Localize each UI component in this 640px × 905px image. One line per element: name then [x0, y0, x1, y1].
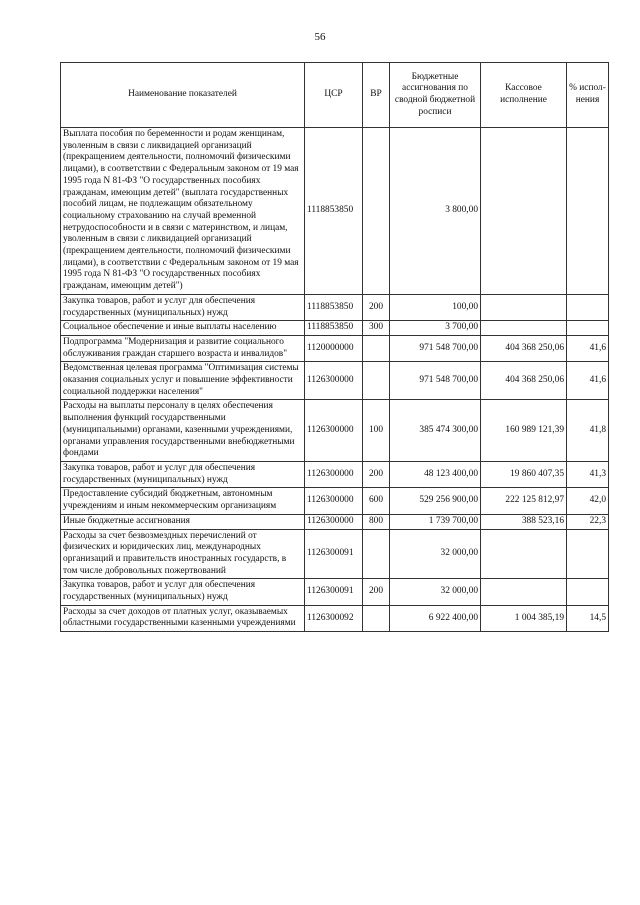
row-budget: 6 922 400,00: [390, 605, 481, 631]
row-budget: 32 000,00: [390, 529, 481, 579]
table-header-row: [61, 63, 609, 128]
table-row: [61, 529, 609, 579]
row-csr: 1126300091: [305, 579, 363, 605]
row-percent: [567, 321, 609, 336]
row-csr: 1126300000: [305, 461, 363, 487]
row-percent: [567, 529, 609, 579]
row-name: Закупка товаров, работ и услуг для обеспечения государственных (муниципальных) нужд: [61, 579, 305, 605]
row-cash: 1 004 385,19: [481, 605, 567, 631]
row-vr: [363, 362, 390, 400]
row-vr: 200: [363, 294, 390, 320]
row-name: Предоставление субсидий бюджетным, автономным учреждениям и иным некоммерческим организациям: [61, 488, 305, 514]
row-budget: 3 700,00: [390, 321, 481, 336]
row-percent: 22,3: [567, 514, 609, 529]
row-name: Закупка товаров, работ и услуг для обеспечения государственных (муниципальных) нужд: [61, 461, 305, 487]
header-cash: Кассовое исполнение: [481, 63, 567, 128]
budget-execution-table: [60, 62, 609, 632]
row-vr: [363, 529, 390, 579]
row-csr: 1126300091: [305, 529, 363, 579]
row-vr: 200: [363, 579, 390, 605]
row-csr: 1118853850: [305, 321, 363, 336]
row-vr: 200: [363, 461, 390, 487]
page-number: 56: [314, 31, 326, 43]
row-percent: 41,6: [567, 362, 609, 400]
row-budget: 3 800,00: [390, 128, 481, 295]
header-name: Наименование показателей: [61, 63, 305, 128]
row-vr: [363, 128, 390, 295]
row-csr: 1120000000: [305, 335, 363, 361]
row-name: Закупка товаров, работ и услуг для обеспечения государственных (муниципальных) нужд: [61, 294, 305, 320]
table-row: [61, 605, 609, 631]
row-name: Расходы за счет доходов от платных услуг, оказываемых областными государственными казенными учреждениями: [61, 605, 305, 631]
row-vr: 800: [363, 514, 390, 529]
row-cash: 404 368 250,06: [481, 335, 567, 361]
row-name: Иные бюджетные ассигнования: [61, 514, 305, 529]
row-csr: 1126300000: [305, 362, 363, 400]
row-vr: [363, 335, 390, 361]
row-cash: 19 860 407,35: [481, 461, 567, 487]
row-percent: [567, 579, 609, 605]
table-row: [61, 335, 609, 361]
row-cash: [481, 321, 567, 336]
header-csr: ЦСР: [305, 63, 363, 128]
row-percent: [567, 294, 609, 320]
header-budget: Бюджетные ассигнования по сводной бюджетной росписи: [390, 63, 481, 128]
row-budget: 1 739 700,00: [390, 514, 481, 529]
row-budget: 971 548 700,00: [390, 362, 481, 400]
row-cash: 388 523,16: [481, 514, 567, 529]
header-percent: % испол-нения: [567, 63, 609, 128]
table-row: [61, 321, 609, 336]
row-percent: 41,8: [567, 400, 609, 462]
row-cash: [481, 529, 567, 579]
row-cash: [481, 128, 567, 295]
row-percent: 14,5: [567, 605, 609, 631]
row-budget: 385 474 300,00: [390, 400, 481, 462]
row-vr: 300: [363, 321, 390, 336]
row-name: Ведомственная целевая программа "Оптимизация системы оказания социальных услуг и повышение эффективности социальной поддержки населения": [61, 362, 305, 400]
row-percent: 42,0: [567, 488, 609, 514]
row-budget: 529 256 900,00: [390, 488, 481, 514]
row-vr: 100: [363, 400, 390, 462]
table-row: [61, 579, 609, 605]
row-csr: 1118853850: [305, 128, 363, 295]
row-csr: 1118853850: [305, 294, 363, 320]
table-row: [61, 514, 609, 529]
row-csr: 1126300000: [305, 400, 363, 462]
table-row: [61, 400, 609, 462]
row-cash: 160 989 121,39: [481, 400, 567, 462]
row-name: Подпрограмма "Модернизация и развитие социального обслуживания граждан старшего возраста и инвалидов": [61, 335, 305, 361]
row-cash: [481, 579, 567, 605]
row-budget: 100,00: [390, 294, 481, 320]
table-row: [61, 461, 609, 487]
row-csr: 1126300000: [305, 488, 363, 514]
row-name: Расходы на выплаты персоналу в целях обеспечения выполнения функций государственными (муниципальными) органами, казенными учреждениями, органами управления государственными внебюджетными фондами: [61, 400, 305, 462]
row-percent: 41,6: [567, 335, 609, 361]
row-budget: 971 548 700,00: [390, 335, 481, 361]
header-vr: ВР: [363, 63, 390, 128]
table-row: [61, 128, 609, 295]
row-percent: [567, 128, 609, 295]
table-row: [61, 488, 609, 514]
row-csr: 1126300000: [305, 514, 363, 529]
row-csr: 1126300092: [305, 605, 363, 631]
row-cash: 404 368 250,06: [481, 362, 567, 400]
row-name: Расходы за счет безвозмездных перечислений от физических и юридических лиц, международных организаций и правительств иностранных государств, в том числе добровольных пожертвований: [61, 529, 305, 579]
table-row: [61, 294, 609, 320]
row-name: Социальное обеспечение и иные выплаты населению: [61, 321, 305, 336]
row-percent: 41,3: [567, 461, 609, 487]
row-budget: 48 123 400,00: [390, 461, 481, 487]
row-name: Выплата пособия по беременности и родам женщинам, уволенным в связи с ликвидацией организаций (прекращением деятельности, полномочий физическими лицами), в соответствии с Федеральным законом от 19 мая 1995 года N 81-ФЗ "О государственных пособиях гражданам, имеющим детей" (выплата государственных пособий лицам, не подлежащим обязательному социальному страхованию на случай временной нетрудоспособности и в связи с материнством, и лицам, уволенным в связи с ликвидацией организаций (прекращением деятельности, полномочий физическими лицами), в соответствии с Федеральным законом от 19 мая 1995 года N 81-ФЗ "О государственных пособиях гражданам, имеющим детей"): [61, 128, 305, 295]
row-cash: [481, 294, 567, 320]
table-row: [61, 362, 609, 400]
row-cash: 222 125 812,97: [481, 488, 567, 514]
row-vr: [363, 605, 390, 631]
row-vr: 600: [363, 488, 390, 514]
row-budget: 32 000,00: [390, 579, 481, 605]
